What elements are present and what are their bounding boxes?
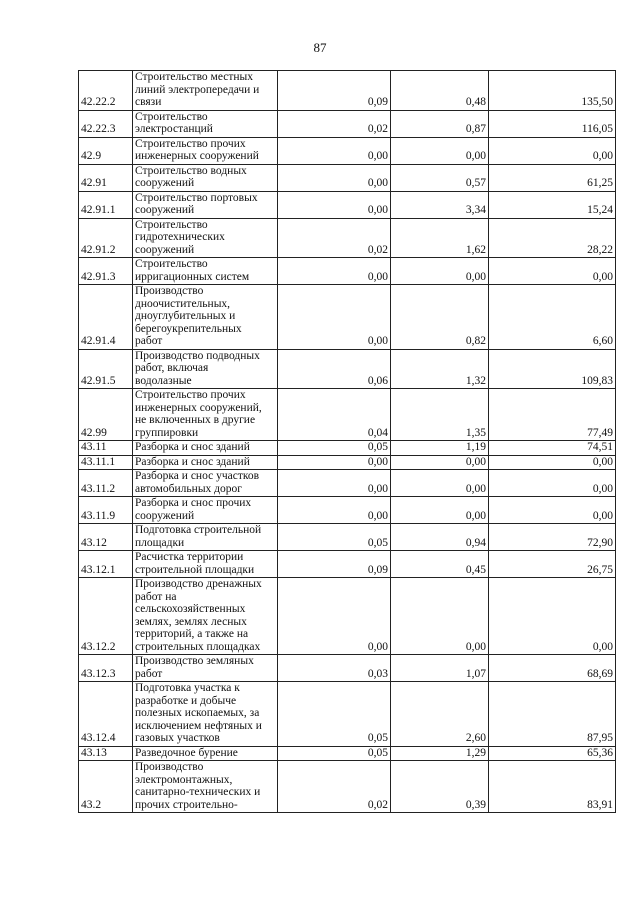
page-number: 87 [313, 40, 327, 55]
table-row [79, 285, 616, 350]
value-1: 0,00 [278, 137, 391, 164]
value-3: 0,00 [489, 470, 616, 497]
table-row [79, 470, 616, 497]
value-2: 3,34 [391, 191, 489, 218]
value-3: 72,90 [489, 524, 616, 551]
value-1: 0,02 [278, 110, 391, 137]
table-row [79, 71, 616, 111]
activity-code: 42.91.3 [79, 258, 133, 285]
value-2: 0,00 [391, 497, 489, 524]
value-1: 0,06 [278, 349, 391, 389]
value-3: 28,22 [489, 218, 616, 258]
value-1: 0,02 [278, 218, 391, 258]
table-row [79, 655, 616, 682]
value-1: 0,00 [278, 285, 391, 350]
table-row [79, 524, 616, 551]
activity-name: Строительство электростанций [133, 110, 278, 137]
activity-code: 43.12.3 [79, 655, 133, 682]
value-3: 116,05 [489, 110, 616, 137]
activity-name: Разборка и снос зданий [133, 455, 278, 470]
value-1: 0,09 [278, 551, 391, 578]
activity-code: 43.13 [79, 746, 133, 761]
value-3: 0,00 [489, 497, 616, 524]
value-2: 0,48 [391, 71, 489, 111]
activity-name: Строительство водных сооружений [133, 164, 278, 191]
value-2: 2,60 [391, 682, 489, 747]
table-row [79, 441, 616, 456]
value-1: 0,05 [278, 524, 391, 551]
table-row [79, 258, 616, 285]
value-2: 1,29 [391, 746, 489, 761]
value-1: 0,00 [278, 470, 391, 497]
table-row [79, 551, 616, 578]
value-2: 0,00 [391, 137, 489, 164]
value-3: 83,91 [489, 761, 616, 813]
table-body [79, 71, 616, 813]
value-1: 0,00 [278, 191, 391, 218]
activity-name: Расчистка территории строительной площадки [133, 551, 278, 578]
value-2: 0,00 [391, 578, 489, 655]
value-3: 6,60 [489, 285, 616, 350]
value-3: 61,25 [489, 164, 616, 191]
activity-code: 42.9 [79, 137, 133, 164]
activity-name: Разведочное бурение [133, 746, 278, 761]
value-2: 0,00 [391, 470, 489, 497]
table-row [79, 349, 616, 389]
activity-code: 43.11.9 [79, 497, 133, 524]
table-row [79, 218, 616, 258]
value-1: 0,05 [278, 682, 391, 747]
activity-name: Строительство местных линий электропередачи и связи [133, 71, 278, 111]
value-1: 0,00 [278, 497, 391, 524]
activity-code: 43.12 [79, 524, 133, 551]
value-3: 68,69 [489, 655, 616, 682]
value-2: 1,62 [391, 218, 489, 258]
activity-code: 42.91 [79, 164, 133, 191]
value-3: 87,95 [489, 682, 616, 747]
activity-name: Разборка и снос прочих сооружений [133, 497, 278, 524]
value-1: 0,00 [278, 164, 391, 191]
table-row [79, 110, 616, 137]
activity-name: Производство дренажных работ на сельскохозяйственных землях, землях лесных территорий, а также на строительных площадках [133, 578, 278, 655]
table-row [79, 761, 616, 813]
activity-code: 42.91.4 [79, 285, 133, 350]
value-2: 0,87 [391, 110, 489, 137]
value-1: 0,03 [278, 655, 391, 682]
activity-code: 43.11.2 [79, 470, 133, 497]
value-1: 0,00 [278, 455, 391, 470]
value-1: 0,02 [278, 761, 391, 813]
value-2: 0,00 [391, 258, 489, 285]
activity-name: Строительство гидротехнических сооружений [133, 218, 278, 258]
activity-code: 43.2 [79, 761, 133, 813]
value-3: 74,51 [489, 441, 616, 456]
value-1: 0,05 [278, 746, 391, 761]
activity-name: Разборка и снос участков автомобильных дорог [133, 470, 278, 497]
value-1: 0,00 [278, 258, 391, 285]
activity-code: 42.91.5 [79, 349, 133, 389]
value-2: 1,19 [391, 441, 489, 456]
activity-code: 43.11.1 [79, 455, 133, 470]
value-2: 0,94 [391, 524, 489, 551]
activity-name: Подготовка участка к разработке и добыче полезных ископаемых, за исключением нефтяных и газовых участков [133, 682, 278, 747]
value-3: 109,83 [489, 349, 616, 389]
table-row [79, 497, 616, 524]
value-2: 0,45 [391, 551, 489, 578]
activity-table [78, 70, 616, 813]
activity-code: 42.99 [79, 389, 133, 441]
value-3: 15,24 [489, 191, 616, 218]
activity-code: 43.12.4 [79, 682, 133, 747]
activity-code: 42.91.2 [79, 218, 133, 258]
activity-name: Строительство ирригационных систем [133, 258, 278, 285]
value-1: 0,09 [278, 71, 391, 111]
value-1: 0,00 [278, 578, 391, 655]
activity-name: Строительство портовых сооружений [133, 191, 278, 218]
value-2: 1,35 [391, 389, 489, 441]
table-row [79, 164, 616, 191]
value-3: 77,49 [489, 389, 616, 441]
activity-code: 43.11 [79, 441, 133, 456]
activity-name: Разборка и снос зданий [133, 441, 278, 456]
activity-code: 42.91.1 [79, 191, 133, 218]
activity-code: 42.22.2 [79, 71, 133, 111]
value-2: 1,32 [391, 349, 489, 389]
activity-name: Производство подводных работ, включая водолазные [133, 349, 278, 389]
value-3: 65,36 [489, 746, 616, 761]
activity-code: 42.22.3 [79, 110, 133, 137]
activity-name: Строительство прочих инженерных сооружений [133, 137, 278, 164]
table-row [79, 578, 616, 655]
value-2: 0,82 [391, 285, 489, 350]
value-3: 135,50 [489, 71, 616, 111]
activity-name: Производство электромонтажных, санитарно-технических и прочих строительно- [133, 761, 278, 813]
value-2: 0,39 [391, 761, 489, 813]
activity-code: 43.12.1 [79, 551, 133, 578]
value-3: 26,75 [489, 551, 616, 578]
activity-name: Производство земляных работ [133, 655, 278, 682]
activity-name: Производство дноочистительных, дноуглубительных и берегоукрепительных работ [133, 285, 278, 350]
value-3: 0,00 [489, 578, 616, 655]
value-3: 0,00 [489, 455, 616, 470]
table-row [79, 682, 616, 747]
activity-code: 43.12.2 [79, 578, 133, 655]
table-row [79, 389, 616, 441]
activity-name: Строительство прочих инженерных сооружений, не включенных в другие группировки [133, 389, 278, 441]
value-1: 0,04 [278, 389, 391, 441]
table-row [79, 191, 616, 218]
value-1: 0,05 [278, 441, 391, 456]
value-3: 0,00 [489, 137, 616, 164]
table-row [79, 137, 616, 164]
value-3: 0,00 [489, 258, 616, 285]
value-2: 0,57 [391, 164, 489, 191]
value-2: 0,00 [391, 455, 489, 470]
value-2: 1,07 [391, 655, 489, 682]
activity-name: Подготовка строительной площадки [133, 524, 278, 551]
table-row [79, 455, 616, 470]
table-row [79, 746, 616, 761]
